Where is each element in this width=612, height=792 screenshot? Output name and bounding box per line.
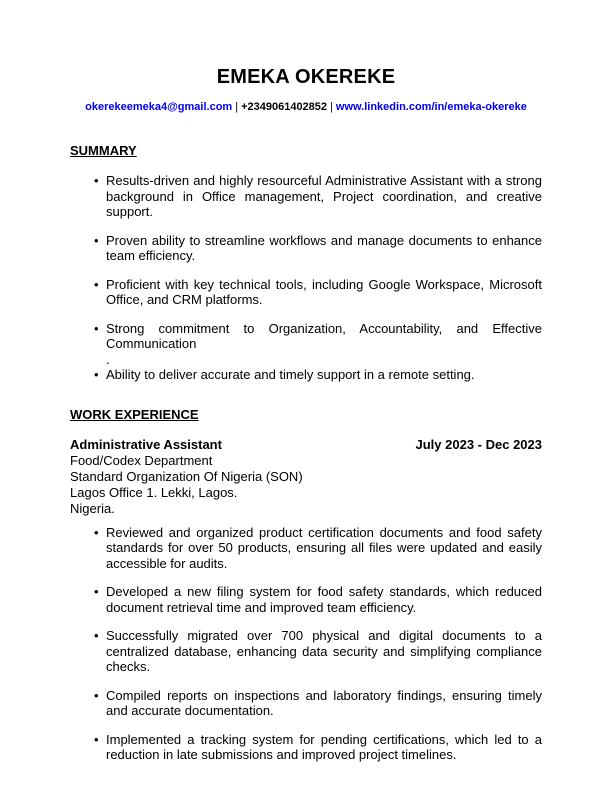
bullet-icon: • — [94, 320, 99, 336]
bullet-text: Compiled reports on inspections and laboratory findings, ensuring timely and accurate documentation. — [106, 687, 542, 718]
list-item — [94, 524, 542, 572]
contact-separator: | — [330, 101, 333, 113]
list-item — [94, 731, 542, 763]
bullet-icon: • — [94, 731, 99, 747]
contact-line — [70, 100, 542, 114]
phone-number: +2349061402852 — [241, 101, 328, 113]
org-country: Nigeria. — [70, 500, 115, 516]
bullet-text: Proficient with key technical tools, including Google Workspace, Microsoft Office, and CRM platforms. — [106, 276, 542, 307]
bullet-icon: • — [94, 232, 99, 248]
list-item — [94, 584, 542, 615]
bullet-icon: • — [94, 276, 99, 292]
bullet-icon: • — [94, 367, 99, 382]
bullet-icon: • — [94, 584, 99, 599]
job-dates: July 2023 - Dec 2023 — [415, 436, 542, 452]
org-name: Standard Organization Of Nigeria (SON) — [70, 468, 303, 484]
list-item — [94, 628, 542, 675]
list-item — [94, 232, 542, 264]
organization-block — [70, 453, 542, 517]
bullet-icon: • — [94, 173, 99, 188]
bullet-text: Implemented a tracking system for pending certifications, which led to a reduction in late submissions and improved project timelines. — [106, 731, 542, 762]
stray-period: . — [106, 351, 110, 367]
list-item — [94, 173, 542, 220]
bullet-icon: • — [94, 524, 99, 540]
org-department: Food/Codex Department — [70, 452, 213, 468]
summary-heading: SUMMARY — [70, 143, 137, 158]
org-location: Lagos Office 1. Lekki, Lagos. — [70, 484, 238, 500]
summary-bullet-list — [70, 173, 542, 383]
bullet-icon: • — [94, 628, 99, 643]
bullet-text: Reviewed and organized product certification documents and food safety standards for over 50 products, ensuring all files were updated and easily accessible for audits. — [106, 524, 542, 571]
page-title: EMEKA OKEREKE — [216, 66, 396, 88]
work-bullet-list — [70, 525, 542, 763]
work-experience-heading: WORK EXPERIENCE — [70, 406, 199, 422]
bullet-text: Proven ability to streamline workflows and manage documents to enhance team efficiency. — [106, 232, 542, 263]
job-header — [70, 437, 542, 453]
linkedin-link[interactable]: www.linkedin.com/in/emeka-okereke — [335, 101, 527, 113]
bullet-icon: • — [94, 687, 99, 703]
list-item — [94, 320, 542, 368]
list-item — [94, 687, 542, 719]
email-link[interactable]: okerekeemeka4@gmail.com — [85, 101, 233, 113]
list-item — [94, 367, 542, 383]
list-item — [94, 276, 542, 308]
job-title: Administrative Assistant — [70, 436, 222, 452]
bullet-text: Developed a new filing system for food safety standards, which reduced document retrieval time and improved team efficiency. — [106, 584, 542, 615]
bullet-text: Ability to deliver accurate and timely support in a remote setting. — [106, 367, 475, 382]
bullet-text: Successfully migrated over 700 physical and digital documents to a centralized database, enhancing data security and simplifying compliance checks. — [106, 628, 542, 674]
contact-separator: | — [235, 101, 239, 113]
bullet-text: Results-driven and highly resourceful Administrative Assistant with a strong background in Office management, Project coordination, and creative support. — [106, 173, 542, 219]
bullet-text: Strong commitment to Organization, Accountability, and Effective Communication — [106, 320, 542, 351]
